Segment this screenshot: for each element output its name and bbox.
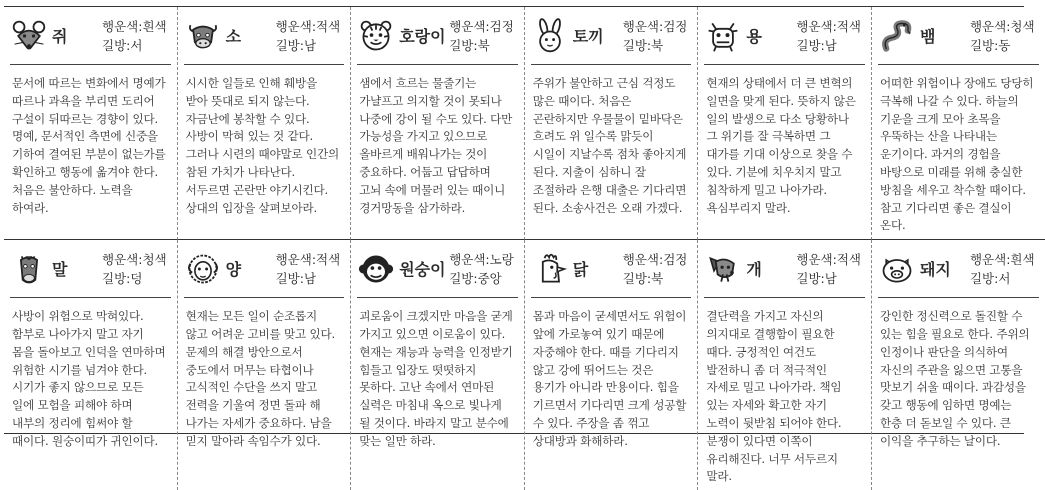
fortune-card-snake [872,7,1045,240]
fortune-text: 시시한 일들로 인해 훼방을 받아 뜻대로 되지 않는다. 자금난에 봉착할 수 있다. 사방이 막혀 있는 것 같다. 그러나 시련의 때야말로 인간의 참된 가치가 나타난다. 서두르면 곤란만 야기시킨다. 상대의 입장을 살펴보아라. [185,76,340,215]
lucky-color-value: 적색 [836,251,861,267]
luck-info [970,250,1035,288]
zodiac-fortune-grid [4,6,1035,484]
lucky-direction-value: 남 [303,37,317,53]
fortune-text: 강인한 정신력으로 돌진할 수 있는 힘을 필요로 한다. 주위의 인정이나 판단을 의식하여 자신의 주관을 잃으면 고통을 맛보기 쉬울 때이다. 과감성을 갖고 행동에 임하면 명예는 한층 더 돋보일 수 있다. 큰 이익을 추구하는 날이다. [879,309,1030,448]
lucky-direction-value: 남 [824,270,837,286]
fortune-text: 샘에서 흐르는 물줄기는 가냘프고 의지할 것이 못되나 나중에 강이 될 수도 있다. 다만 가능성을 가지고 있으므로 올바르게 배워나가는 것이 중요하다. 어둡고 답답하며 고뇌 속에 머물러 있는 때이니 경거망동을 삼가하라. [359,76,513,215]
animal-name: 원숭이 [399,260,446,280]
lucky-direction-value: 서 [130,37,143,53]
card-header [184,7,345,65]
card-header [10,7,171,65]
animal-name: 양 [225,260,242,280]
fortune-card-rooster [525,240,699,490]
luck-info [276,17,341,55]
lucky-direction-label: 길방: [102,270,131,286]
lucky-direction-value: 덩 [130,270,143,286]
lucky-color-label: 행운색: [622,18,664,34]
ox-icon [184,17,222,55]
lucky-color-label: 행운색: [449,251,490,267]
animal-name: 돼지 [919,260,951,280]
card-header [704,240,865,298]
rabbit-icon [531,17,569,55]
luck-info [102,250,167,288]
luck-info [449,250,514,288]
lucky-color-value: 적색 [316,18,341,34]
lucky-direction-value: 서 [998,270,1011,286]
luck-info [796,17,861,55]
snake-icon [878,17,916,55]
rooster-icon [531,250,569,288]
sheep-icon [184,250,222,288]
lucky-direction-value: 중앙 [477,270,502,286]
lucky-color-label: 행운색: [796,18,837,34]
lucky-direction-label: 길방: [102,37,131,53]
fortune-card-dragon [698,7,872,240]
rat-icon [10,17,48,55]
lucky-color-value: 적색 [316,251,341,267]
luck-info [970,17,1035,55]
lucky-color-label: 행운색: [969,251,1011,267]
lucky-color-value: 청색 [1010,18,1035,34]
lucky-direction-value: 남 [303,270,317,286]
lucky-color-value: 검정 [489,18,514,34]
monkey-icon [357,250,395,288]
fortune-text: 주위가 불안하고 근심 걱정도 많은 때이다. 처음은 곤란하지만 우물물이 밑바닥은 흐려도 위 일수록 맑듯이 시일이 지날수록 점차 좋아지게 된다. 지출이 심하니 잘 조절하라 은행 대출은 기다리면 된다. 소송사건은 오래 가겠다. [532,76,687,215]
fortune-card-horse [4,240,178,490]
lucky-direction-label: 길방: [449,37,478,53]
lucky-direction-label: 길방: [622,37,652,53]
fortune-card-monkey [351,240,525,490]
card-header [531,7,692,65]
luck-info [796,250,861,288]
luck-info [449,17,514,55]
lucky-direction-value: 동 [998,37,1011,53]
fortune-text: 현재의 상태에서 더 큰 변혁의 일면을 맞게 된다. 뜻하지 않은 일의 발생으로 다소 당황하나 그 위기를 잘 극복하면 그 대가를 기대 이상으로 찾을 수 있다. 기분에 치우치지 말고 침착하게 밀고 나아가라. 욕심부리지 말라. [706,76,856,215]
lucky-direction-label: 길방: [275,270,304,286]
lucky-direction-value: 남 [824,37,837,53]
lucky-color-value: 적색 [836,18,861,34]
animal-name: 토끼 [572,27,604,46]
dragon-icon [704,17,742,55]
animal-name: 용 [746,27,762,46]
dog-icon [704,250,742,288]
fortune-card-sheep [178,240,352,490]
lucky-color-value: 노랑 [489,251,514,267]
lucky-direction-label: 길방: [969,270,999,286]
lucky-direction-label: 길방: [275,37,304,53]
luck-info [276,250,341,288]
card-header [357,7,518,65]
fortune-text: 사방이 위험으로 막혀있다. 함부로 나아가지 말고 자기 몸을 돌아보고 인덕을 연마하며 위험한 시기를 넘겨야 한다. 시기가 좋지 않으므로 모든 일에 모험을 피해야 하며 내부의 정리에 힘써야 할 때이다. 원숭이띠가 귀인이다. [12,309,166,448]
animal-name: 호랑이 [399,27,446,46]
fortune-card-tiger [351,7,525,240]
card-header [357,240,518,298]
fortune-card-pig [872,240,1045,490]
fortune-card-ox [178,7,352,240]
lucky-direction-label: 길방: [449,270,478,286]
animal-name: 닭 [572,260,589,280]
lucky-color-label: 행운색: [796,251,837,267]
luck-info [623,250,688,288]
lucky-direction-label: 길방: [622,270,652,286]
lucky-direction-value: 북 [651,270,664,286]
tiger-icon [357,17,395,55]
lucky-color-label: 행운색: [969,18,1011,34]
fortune-card-dog [698,240,872,490]
fortune-text: 어떠한 위험이나 장애도 당당히 극복해 나갈 수 있다. 하늘의 기운을 크게 모아 초목을 우뚝하는 산을 나타내는 운기이다. 과거의 경험을 바탕으로 미래를 위해 충실한 방침을 세우고 착수할 때이다. 참고 기다리면 좋은 결실이 온다. [879,76,1034,233]
animal-name: 개 [746,260,762,280]
card-header [531,240,692,298]
fortune-text: 결단력을 가지고 자신의 의지대로 결행함이 필요한 때다. 긍정적인 여건도 발전하니 좀 더 적극적인 자세로 밀고 나아가라. 책임 있는 자세와 확고한 자기 노력이 뒷받침 되어야 한다. 분쟁이 있다면 이쪽이 유리해진다. 너무 서두르지 말라. [706,309,842,484]
animal-name: 소 [225,27,242,46]
card-header [878,7,1039,65]
lucky-direction-label: 길방: [969,37,999,53]
fortune-card-rat [4,7,178,240]
fortune-card-rabbit [525,7,699,240]
lucky-color-value: 검정 [663,18,688,34]
lucky-direction-label: 길방: [796,270,825,286]
card-header [10,240,171,298]
lucky-color-label: 행운색: [622,251,664,267]
lucky-color-value: 흰색 [1010,251,1035,267]
luck-info [102,17,167,55]
card-header [878,240,1039,298]
lucky-direction-value: 북 [477,37,490,53]
fortune-text: 문서에 따르는 변화에서 명예가 따르나 과욕을 부리면 도리어 구설이 뒤따르는 경향이 있다. 명예, 문서적인 측면에 신중을 기하여 결여된 부분이 없는가를 확인하고 행동에 옮겨야 한다. 처음은 불안하다. 노력을 하여라. [12,76,166,215]
animal-name: 뱀 [919,27,936,46]
lucky-direction-label: 길방: [796,37,825,53]
lucky-color-label: 행운색: [275,18,317,34]
fortune-text: 몸과 마음이 굳세면서도 위험이 앞에 가로놓여 있기 때문에 자중해야 한다. 때를 기다리지 않고 강에 뛰어드는 것은 용기가 아니라 만용이다. 힘을 기르면서 기다리면 크게 성공할 수 있다. 주장을 좀 꺾고 상대방과 화해하라. [532,309,687,448]
lucky-color-label: 행운색: [102,18,143,34]
fortune-text: 현재는 모든 일이 순조롭지 않고 어려운 고비를 맞고 있다. 문제의 해결 방안으로서 중도에서 머무는 타협이나 고식적인 수단을 쓰지 말고 전력을 기울여 정면 돌파 해 나가는 자세가 중요하다. 남을 믿지 말아라 속임수가 있다. [185,309,336,448]
card-header [704,7,865,65]
luck-info [623,17,688,55]
lucky-color-value: 청색 [142,251,167,267]
pig-icon [878,250,916,288]
lucky-color-label: 행운색: [449,18,490,34]
lucky-color-value: 검정 [663,251,688,267]
horse-icon [10,250,48,288]
lucky-color-label: 행운색: [275,251,317,267]
lucky-direction-value: 북 [651,37,664,53]
animal-name: 쥐 [52,27,68,46]
lucky-color-label: 행운색: [102,251,143,267]
card-header [184,240,345,298]
fortune-text: 괴로움이 크겠지만 마음을 굳게 가지고 있으면 이로움이 있다. 현재는 재능과 능력을 인정받기 힘들고 입장도 떳떳하지 못하다. 고난 속에서 연마된 실력은 마침내 옥으로 빛나게 될 것이다. 바라지 말고 분수에 맞는 일만 하라. [359,309,513,448]
lucky-color-value: 흰색 [142,18,167,34]
animal-name: 말 [52,260,68,280]
